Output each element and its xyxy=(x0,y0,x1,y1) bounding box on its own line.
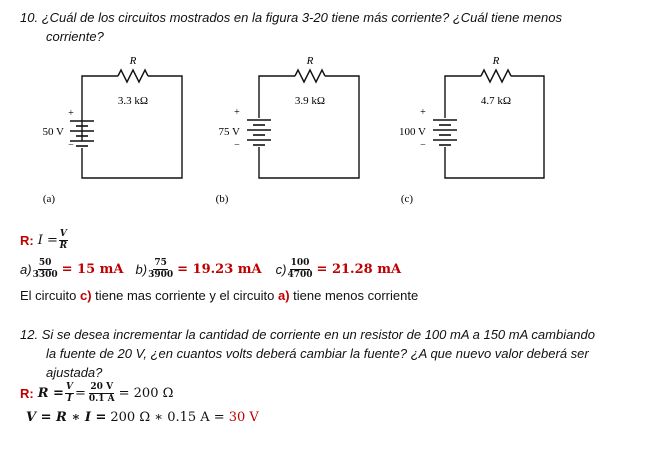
answer-12-prefix: R: xyxy=(20,386,34,401)
circuit-a-label: (a) xyxy=(42,193,56,205)
conclusion-a: a) xyxy=(277,288,290,303)
question-12-number: 12. xyxy=(20,327,39,342)
line2-lhs: V = R ∗ I = xyxy=(26,410,107,425)
resistor-a-icon xyxy=(118,70,148,82)
circuit-c-minus: − xyxy=(420,140,426,151)
answer-10-conclusion xyxy=(20,288,418,303)
circuit-b-resistance: 3.9 kΩ xyxy=(294,95,326,107)
question-12-line3: ajustada? xyxy=(46,365,103,380)
result-a-value: = 15 mA xyxy=(61,262,124,277)
vi-denominator: I xyxy=(67,394,72,404)
resistor-b-icon xyxy=(295,70,325,82)
circuit-a-minus: − xyxy=(68,140,74,151)
vi-numerator: V xyxy=(65,382,73,392)
answer-12-vi-fraction xyxy=(65,383,74,404)
question-10-number: 10. xyxy=(20,10,39,25)
conclusion-post: tiene menos corriente xyxy=(293,288,419,303)
result-c-numerator: 100 xyxy=(290,258,310,268)
circuit-c-r-symbol: R xyxy=(492,55,500,67)
question-12-line1: Si se desea incrementar la cantidad de corriente en un resistor de 100 mA a 150 mA cambiando xyxy=(41,327,595,342)
line2-mid: 200 Ω ∗ 0.15 A = xyxy=(110,410,225,425)
formula-fraction xyxy=(59,230,68,251)
result-b-denominator: 3900 xyxy=(148,270,174,280)
circuit-b-minus: − xyxy=(234,140,240,151)
circuit-b-label: (b) xyxy=(215,193,229,205)
circuit-c-resistance: 4.7 kΩ xyxy=(480,95,512,107)
question-10 xyxy=(20,8,562,28)
result-a-label: a) xyxy=(20,261,32,277)
circuit-a-r-symbol: R xyxy=(129,55,137,67)
value-numerator: 20 V xyxy=(90,382,114,392)
value-denominator: 0.1 A xyxy=(88,394,115,404)
conclusion-pre: El circuito xyxy=(20,288,77,303)
result-b-fraction xyxy=(148,259,173,280)
conclusion-c: c) xyxy=(79,288,92,303)
question-12 xyxy=(20,325,595,345)
question-12-line2: la fuente de 20 V, ¿en cuantos volts deberá cambiar la fuente? ¿A que nuevo valor deberá ser xyxy=(46,346,589,361)
battery-b-icon xyxy=(247,120,271,145)
resistor-c-icon xyxy=(481,70,511,82)
circuit-c xyxy=(399,55,544,205)
formula-numerator: V xyxy=(59,229,67,239)
result-a-denominator: 3300 xyxy=(32,270,58,280)
answer-10-formula xyxy=(20,230,69,251)
battery-c-icon xyxy=(433,120,457,145)
circuit-c-plus: + xyxy=(420,107,426,118)
circuit-a-plus: + xyxy=(68,108,74,119)
circuit-b-plus: + xyxy=(234,107,240,118)
answer-12-eq1: = xyxy=(74,386,86,401)
result-c-fraction xyxy=(287,259,312,280)
answer-10-results xyxy=(20,259,401,280)
circuit-b-r-symbol: R xyxy=(306,55,314,67)
circuit-a-resistance: 3.3 kΩ xyxy=(117,95,149,107)
formula-lhs: I = xyxy=(37,233,58,248)
answer-10-prefix: R: xyxy=(20,233,34,248)
conclusion-mid: tiene mas corriente y el circuito xyxy=(95,288,275,303)
circuit-b xyxy=(216,55,359,205)
circuit-a-voltage: 50 V xyxy=(42,126,64,138)
answer-12-r-eq: R = xyxy=(37,386,64,401)
answer-12-formula xyxy=(20,383,173,404)
circuit-c-label: (c) xyxy=(400,193,414,205)
line2-result: 30 V xyxy=(228,410,259,425)
result-b-numerator: 75 xyxy=(154,258,167,268)
result-c-denominator: 4700 xyxy=(287,270,313,280)
result-c-label: c) xyxy=(275,261,287,277)
question-10-line1: ¿Cuál de los circuitos mostrados en la figura 3-20 tiene más corriente? ¿Cuál tiene menos xyxy=(41,10,562,25)
circuit-figure xyxy=(0,48,671,218)
circuit-b-voltage: 75 V xyxy=(218,126,240,138)
circuit-c-voltage: 100 V xyxy=(399,126,426,138)
answer-12-value-fraction xyxy=(89,383,115,404)
circuit-a xyxy=(43,55,183,205)
result-b-value: = 19.23 mA xyxy=(177,262,262,277)
result-b-label: b) xyxy=(135,261,148,277)
result-a-numerator: 50 xyxy=(38,258,52,268)
answer-12-eq2: = 200 Ω xyxy=(118,386,174,401)
result-c-value: = 21.28 mA xyxy=(316,262,402,277)
question-10-line2: corriente? xyxy=(46,29,104,44)
formula-denominator: R xyxy=(59,241,68,251)
result-a-fraction xyxy=(33,259,58,280)
answer-12-line2 xyxy=(26,410,259,425)
